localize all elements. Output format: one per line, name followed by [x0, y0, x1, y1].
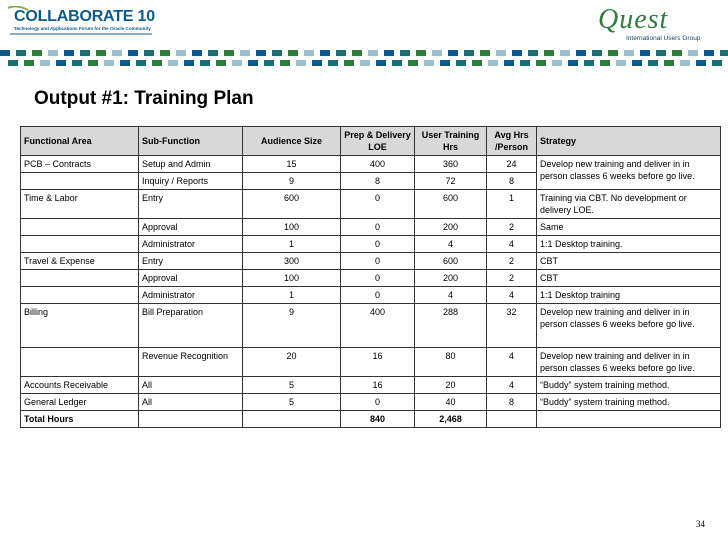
cell-audience: 300	[243, 253, 341, 270]
dash-segment	[48, 50, 58, 56]
dash-segment	[592, 50, 602, 56]
training-plan-table	[20, 126, 721, 428]
cell-sub-function: Inquiry / Reports	[139, 173, 243, 190]
cell-sub-function: All	[139, 394, 243, 411]
dash-segment	[168, 60, 178, 66]
header-strategy: Strategy	[537, 127, 721, 156]
dash-segment	[240, 50, 250, 56]
dash-segment	[0, 50, 10, 56]
dash-segment	[32, 50, 42, 56]
cell-prep: 400	[341, 304, 415, 348]
dash-segment	[392, 60, 402, 66]
dash-segment	[216, 60, 226, 66]
page-number: 34	[696, 519, 705, 529]
cell-avg: 2	[487, 219, 537, 236]
dash-segment	[264, 60, 274, 66]
cell-audience: 100	[243, 270, 341, 287]
dash-segment	[536, 60, 546, 66]
cell-strategy: Same	[537, 219, 721, 236]
cell-audience: 5	[243, 394, 341, 411]
cell-prep: 0	[341, 270, 415, 287]
dash-segment	[368, 50, 378, 56]
cell-user-hrs: 600	[415, 253, 487, 270]
dash-segment	[704, 50, 714, 56]
cell-user-hrs: 40	[415, 394, 487, 411]
dash-segment	[256, 50, 266, 56]
dash-segment	[608, 50, 618, 56]
cell-sub-function: All	[139, 377, 243, 394]
dash-segment	[656, 50, 666, 56]
dash-segment	[96, 50, 106, 56]
cell-user-hrs: 288	[415, 304, 487, 348]
dash-segment	[64, 50, 74, 56]
cell-avg: 4	[487, 287, 537, 304]
header-sub-function: Sub-Function	[139, 127, 243, 156]
cell-strategy: Develop new training and deliver in in person classes 6 weeks before go live.	[537, 156, 721, 190]
cell-area: PCB – Contracts	[21, 156, 139, 173]
total-user-hrs: 2,468	[415, 411, 487, 428]
total-prep: 840	[341, 411, 415, 428]
dash-segment	[448, 50, 458, 56]
cell-sub-function: Bill Preparation	[139, 304, 243, 348]
cell-area: Accounts Receivable	[21, 377, 139, 394]
dash-segment	[696, 60, 706, 66]
cell-sub-function: Administrator	[139, 287, 243, 304]
dash-segment	[552, 60, 562, 66]
dash-segment	[120, 60, 130, 66]
dash-segment	[312, 60, 322, 66]
cell-audience: 1	[243, 287, 341, 304]
quest-logo	[596, 6, 722, 46]
dash-segment	[296, 60, 306, 66]
dash-segment	[40, 60, 50, 66]
cell-prep: 0	[341, 236, 415, 253]
cell-area	[21, 287, 139, 304]
cell-area: General Ledger	[21, 394, 139, 411]
dash-segment	[104, 60, 114, 66]
dash-segment	[280, 60, 290, 66]
dash-segment	[360, 60, 370, 66]
total-row	[21, 411, 721, 428]
table-row	[21, 253, 721, 270]
cell-prep: 0	[341, 287, 415, 304]
cell-area	[21, 236, 139, 253]
cell-area: Travel & Expense	[21, 253, 139, 270]
cell-prep: 0	[341, 394, 415, 411]
cell-avg: 2	[487, 270, 537, 287]
dash-segment	[320, 50, 330, 56]
dash-segment	[136, 60, 146, 66]
dash-segment	[384, 50, 394, 56]
dash-segment	[488, 60, 498, 66]
total-label: Total Hours	[21, 411, 139, 428]
cell-avg: 32	[487, 304, 537, 348]
cell-user-hrs: 20	[415, 377, 487, 394]
table-row	[21, 219, 721, 236]
cell-audience: 100	[243, 219, 341, 236]
cell-area	[21, 270, 139, 287]
cell-prep: 8	[341, 173, 415, 190]
cell-strategy: Develop new training and deliver in in person classes 6 weeks before go live.	[537, 348, 721, 377]
decorative-dash-row	[0, 50, 728, 56]
dash-segment	[584, 60, 594, 66]
dash-segment	[568, 60, 578, 66]
dash-segment	[304, 50, 314, 56]
collaborate-wordmark: COLLABORATE 10	[14, 8, 155, 25]
dash-segment	[480, 50, 490, 56]
dash-segment	[432, 50, 442, 56]
cell-avg: 2	[487, 253, 537, 270]
dash-segment	[192, 50, 202, 56]
dash-segment	[616, 60, 626, 66]
dash-segment	[560, 50, 570, 56]
table-header-row	[21, 127, 721, 156]
cell-user-hrs: 600	[415, 190, 487, 219]
dash-segment	[640, 50, 650, 56]
cell-user-hrs: 360	[415, 156, 487, 173]
table-row	[21, 287, 721, 304]
cell-strategy: Training via CBT. No development or delivery LOE.	[537, 190, 721, 219]
cell-prep: 0	[341, 190, 415, 219]
dash-segment	[56, 60, 66, 66]
dash-segment	[208, 50, 218, 56]
cell-user-hrs: 80	[415, 348, 487, 377]
cell-sub-function: Entry	[139, 253, 243, 270]
table-row	[21, 304, 721, 348]
dash-segment	[456, 60, 466, 66]
cell-prep: 0	[341, 253, 415, 270]
dash-segment	[152, 60, 162, 66]
dash-segment	[672, 50, 682, 56]
dash-segment	[664, 60, 674, 66]
cell-strategy: “Buddy” system training method.	[537, 377, 721, 394]
header-prep-delivery: Prep & Delivery LOE	[341, 127, 415, 156]
cell-avg: 4	[487, 377, 537, 394]
cell-avg: 4	[487, 236, 537, 253]
collaborate-tagline: Technology and Applications Forum for the Oracle Community	[14, 26, 151, 31]
dash-segment	[344, 60, 354, 66]
table-row	[21, 236, 721, 253]
dash-segment	[600, 60, 610, 66]
cell-user-hrs: 4	[415, 236, 487, 253]
cell-sub-function: Entry	[139, 190, 243, 219]
table-row	[21, 377, 721, 394]
dash-segment	[504, 60, 514, 66]
dash-segment	[512, 50, 522, 56]
cell-sub-function: Approval	[139, 219, 243, 236]
dash-segment	[128, 50, 138, 56]
dash-segment	[440, 60, 450, 66]
header-functional-area: Functional Area	[21, 127, 139, 156]
quest-wordmark: Quest	[598, 4, 669, 35]
table-row	[21, 190, 721, 219]
dash-segment	[400, 50, 410, 56]
table-row	[21, 348, 721, 377]
cell-user-hrs: 72	[415, 173, 487, 190]
dash-segment	[496, 50, 506, 56]
cell-empty	[487, 411, 537, 428]
cell-prep: 16	[341, 348, 415, 377]
cell-avg: 24	[487, 156, 537, 173]
dash-segment	[632, 60, 642, 66]
cell-area: Billing	[21, 304, 139, 348]
cell-user-hrs: 200	[415, 219, 487, 236]
cell-audience: 15	[243, 156, 341, 173]
dash-segment	[624, 50, 634, 56]
decorative-dash-row	[0, 60, 728, 66]
cell-audience: 9	[243, 173, 341, 190]
cell-empty	[139, 411, 243, 428]
dash-segment	[144, 50, 154, 56]
dash-segment	[352, 50, 362, 56]
dash-segment	[520, 60, 530, 66]
collaborate-logo	[6, 6, 156, 40]
dash-segment	[720, 50, 728, 56]
dash-segment	[88, 60, 98, 66]
dash-segment	[232, 60, 242, 66]
dash-segment	[184, 60, 194, 66]
cell-empty	[243, 411, 341, 428]
dash-segment	[200, 60, 210, 66]
cell-avg: 8	[487, 173, 537, 190]
dash-segment	[288, 50, 298, 56]
cell-empty	[537, 411, 721, 428]
header-audience-size: Audience Size	[243, 127, 341, 156]
dash-segment	[176, 50, 186, 56]
cell-audience: 5	[243, 377, 341, 394]
dash-segment	[336, 50, 346, 56]
cell-strategy: CBT	[537, 270, 721, 287]
cell-audience: 9	[243, 304, 341, 348]
dash-segment	[680, 60, 690, 66]
dash-segment	[112, 50, 122, 56]
cell-prep: 0	[341, 219, 415, 236]
dash-segment	[544, 50, 554, 56]
dash-segment	[160, 50, 170, 56]
cell-prep: 400	[341, 156, 415, 173]
dash-segment	[24, 60, 34, 66]
dash-segment	[528, 50, 538, 56]
cell-strategy: “Buddy” system training method.	[537, 394, 721, 411]
dash-segment	[72, 60, 82, 66]
table-row	[21, 156, 721, 173]
cell-area	[21, 219, 139, 236]
table-row	[21, 394, 721, 411]
dash-segment	[472, 60, 482, 66]
cell-area	[21, 173, 139, 190]
slide-title: Output #1: Training Plan	[34, 88, 254, 109]
table-row	[21, 270, 721, 287]
cell-prep: 16	[341, 377, 415, 394]
cell-user-hrs: 4	[415, 287, 487, 304]
dash-segment	[576, 50, 586, 56]
dash-segment	[328, 60, 338, 66]
dash-segment	[376, 60, 386, 66]
dash-segment	[712, 60, 722, 66]
cell-strategy: 1:1 Desktop training.	[537, 236, 721, 253]
cell-sub-function: Administrator	[139, 236, 243, 253]
header-user-training: User Training Hrs	[415, 127, 487, 156]
cell-avg: 1	[487, 190, 537, 219]
cell-sub-function: Revenue Recognition	[139, 348, 243, 377]
cell-strategy: 1:1 Desktop training	[537, 287, 721, 304]
dash-segment	[248, 60, 258, 66]
cell-avg: 8	[487, 394, 537, 411]
cell-area: Time & Labor	[21, 190, 139, 219]
dash-segment	[408, 60, 418, 66]
dash-segment	[16, 50, 26, 56]
cell-area	[21, 348, 139, 377]
quest-subtitle: International Users Group	[626, 35, 701, 42]
dash-segment	[424, 60, 434, 66]
cell-avg: 4	[487, 348, 537, 377]
cell-strategy: Develop new training and deliver in in person classes 6 weeks before go live.	[537, 304, 721, 348]
cell-sub-function: Setup and Admin	[139, 156, 243, 173]
dash-segment	[224, 50, 234, 56]
dash-segment	[80, 50, 90, 56]
dash-segment	[464, 50, 474, 56]
dash-segment	[688, 50, 698, 56]
dash-segment	[416, 50, 426, 56]
dash-segment	[8, 60, 18, 66]
cell-audience: 1	[243, 236, 341, 253]
cell-audience: 600	[243, 190, 341, 219]
cell-audience: 20	[243, 348, 341, 377]
dash-segment	[272, 50, 282, 56]
dash-segment	[648, 60, 658, 66]
cell-user-hrs: 200	[415, 270, 487, 287]
header-avg-hrs: Avg Hrs /Person	[487, 127, 537, 156]
cell-sub-function: Approval	[139, 270, 243, 287]
cell-strategy: CBT	[537, 253, 721, 270]
